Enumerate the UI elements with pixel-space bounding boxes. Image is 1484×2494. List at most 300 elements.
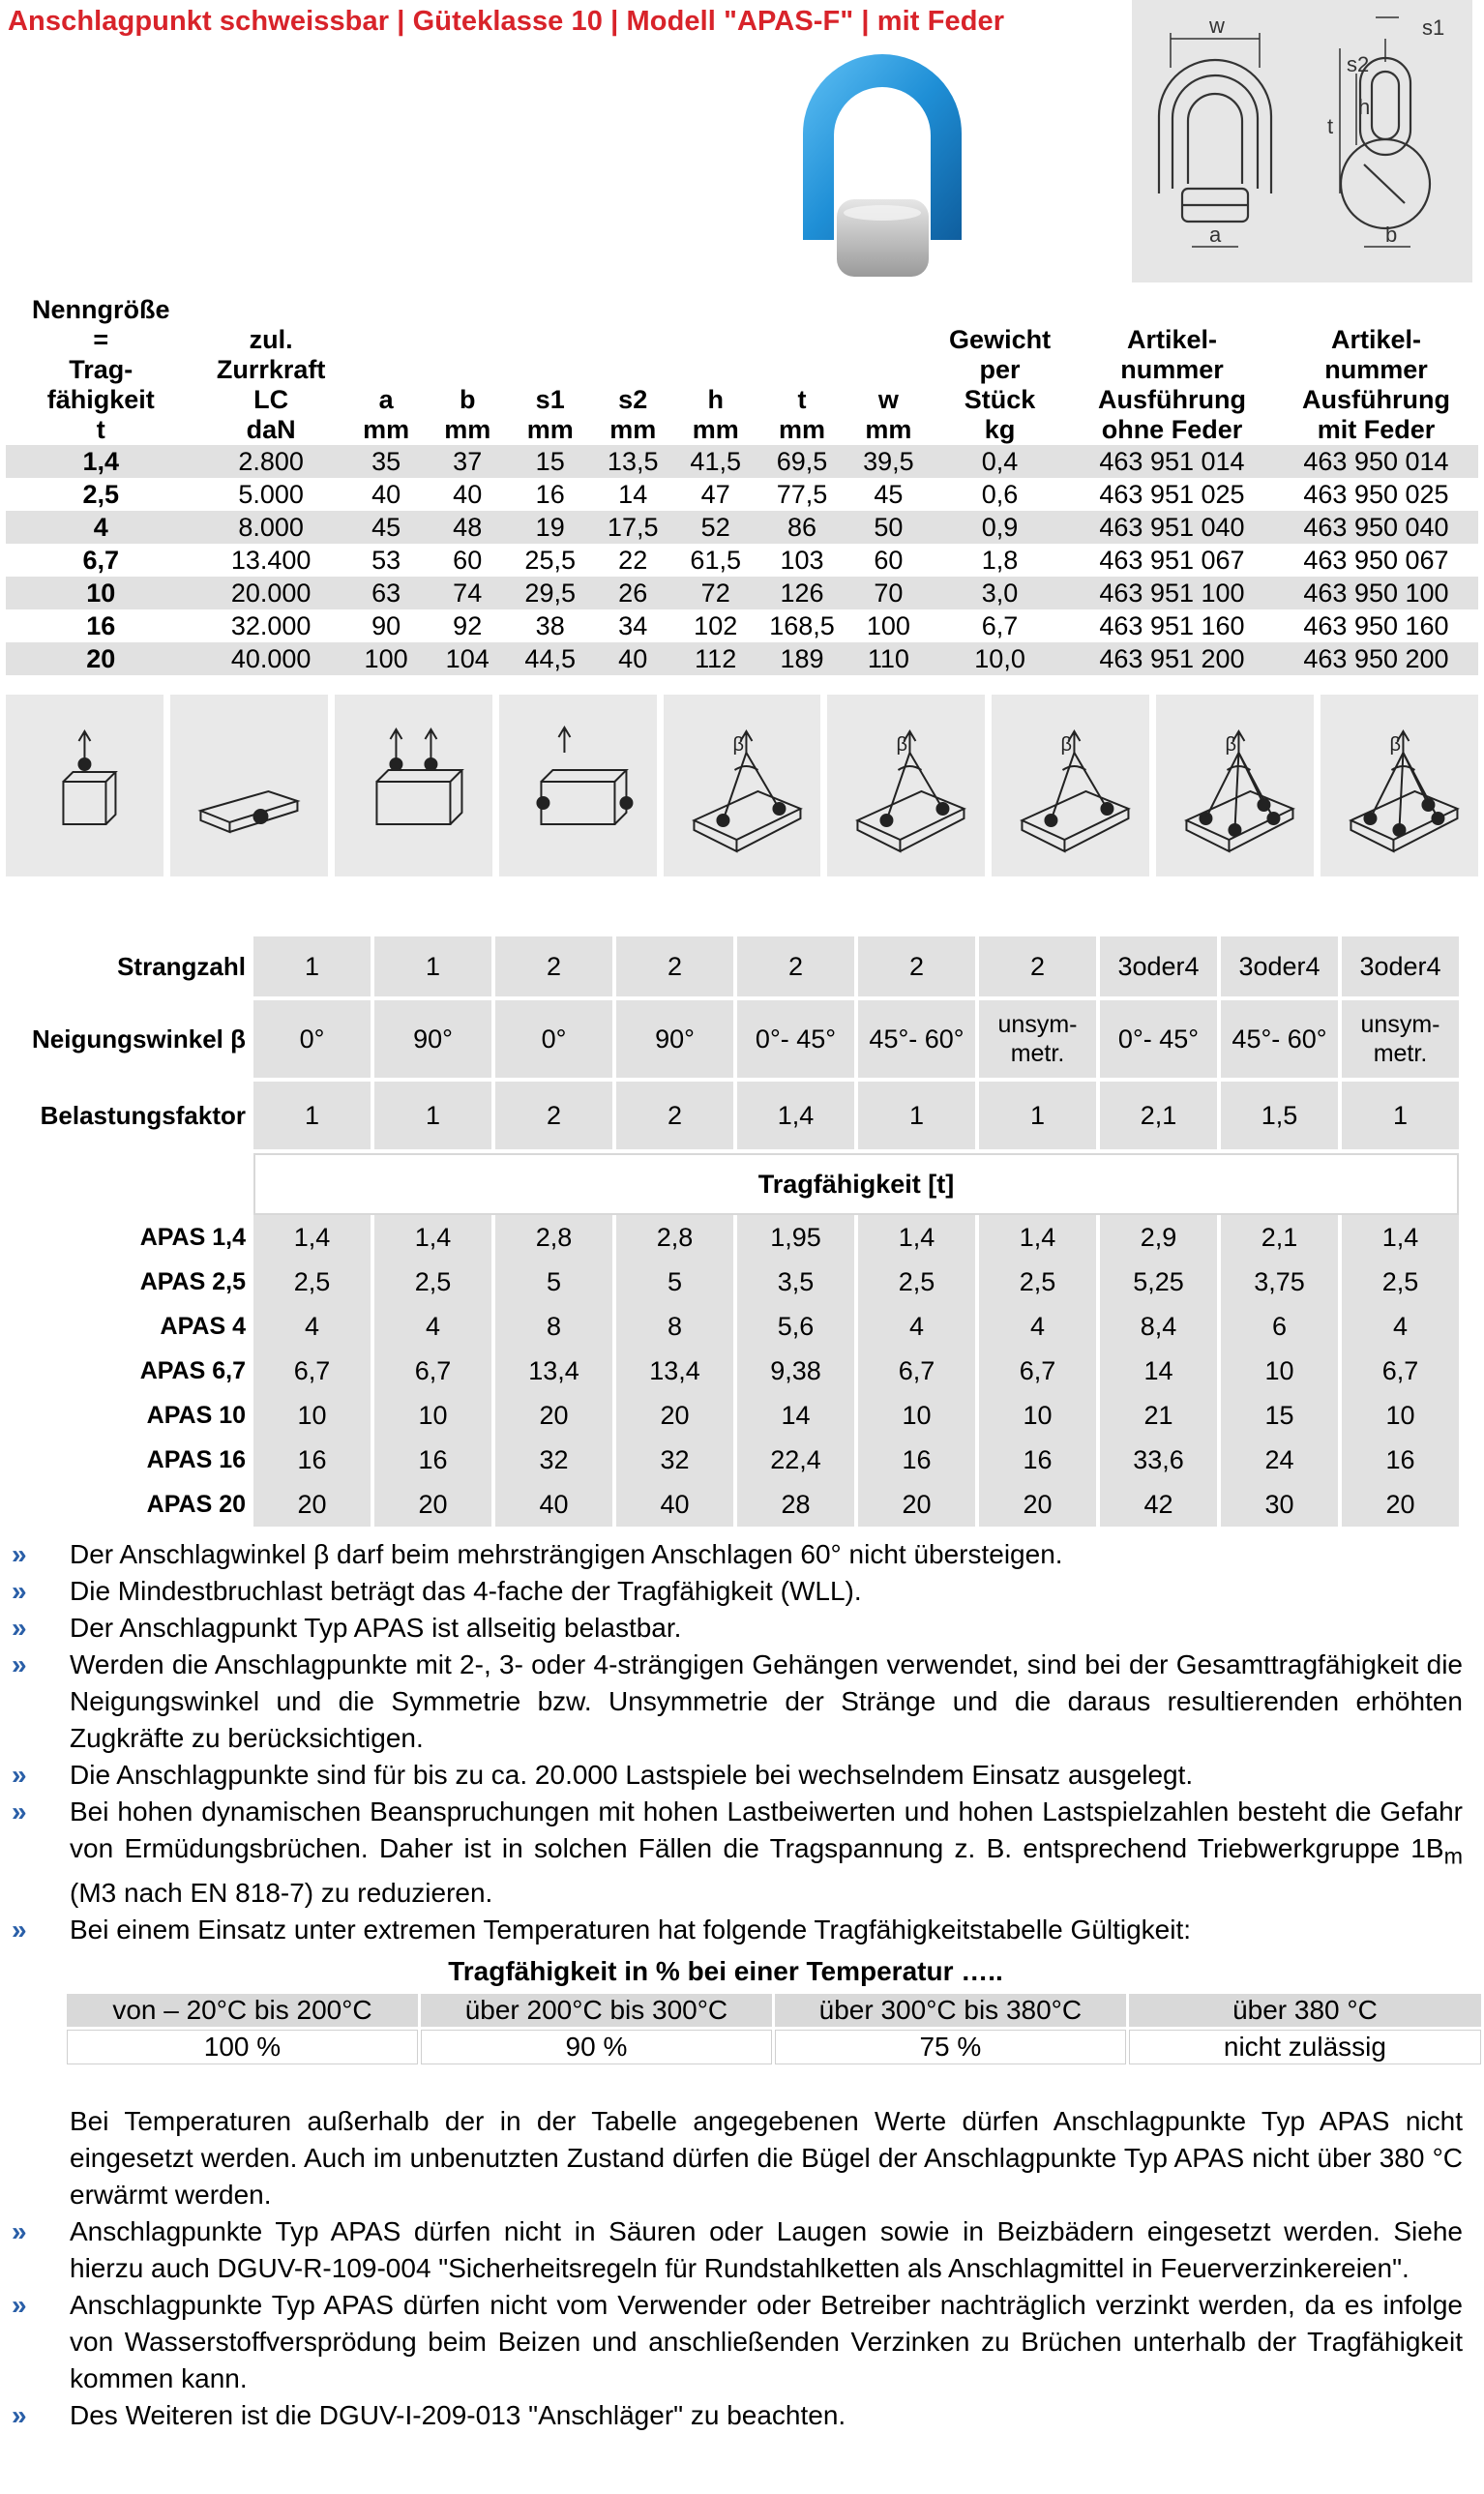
load-cell: 2 — [495, 936, 612, 996]
load-row — [10, 1349, 1459, 1393]
note-subscript: m — [1443, 1843, 1463, 1869]
load-cell: 10 — [979, 1393, 1096, 1438]
cell-line: metr. — [1010, 1040, 1065, 1067]
pictogram-cell — [6, 695, 163, 876]
load-cell: 8,4 — [1100, 1304, 1217, 1349]
spec-cell: 16 — [509, 478, 592, 511]
header-line: Zurrkraft — [216, 355, 326, 384]
header-line: daN — [246, 415, 296, 444]
pictogram-cell — [992, 695, 1149, 876]
load-cell: 10 — [253, 1393, 371, 1438]
load-cell: 9,38 — [737, 1349, 854, 1393]
temp-header-cell: über 200°C bis 300°C — [421, 1994, 772, 2027]
spec-cell: 463 951 160 — [1070, 609, 1274, 642]
row-label: APAS 20 — [10, 1482, 250, 1527]
load-cell: 2 — [495, 1082, 612, 1149]
spec-cell: 104 — [426, 642, 509, 675]
spec-cell: 4 — [6, 511, 196, 544]
spec-column-header — [426, 295, 509, 445]
dim-label-b: b — [1385, 223, 1398, 247]
load-cell: 8 — [495, 1304, 612, 1349]
row-label: APAS 4 — [10, 1304, 250, 1349]
load-cell: 1 — [1342, 1082, 1459, 1149]
spec-cell: 168,5 — [757, 609, 846, 642]
spec-row — [6, 577, 1478, 609]
load-cell: 2 — [858, 936, 975, 996]
spec-cell: 50 — [847, 511, 931, 544]
note-text: (M3 nach EN 818-7) zu reduzieren. — [70, 1877, 493, 1908]
load-row — [10, 936, 1459, 996]
spec-cell: 86 — [757, 511, 846, 544]
temperature-table — [64, 1991, 1484, 2067]
load-cell: 16 — [858, 1438, 975, 1482]
spec-cell: 1,8 — [930, 544, 1070, 577]
note-item — [12, 1536, 1463, 1573]
header-line: Stück — [964, 385, 1036, 414]
spec-cell: 126 — [757, 577, 846, 609]
spec-cell: 463 951 014 — [1070, 445, 1274, 478]
spec-cell: 463 951 025 — [1070, 478, 1274, 511]
header-line: Ausführung — [1097, 385, 1246, 414]
load-cell: 8 — [616, 1304, 733, 1349]
dim-label-t: t — [1327, 114, 1334, 138]
two-leg-angle-icon — [664, 695, 821, 876]
load-cell: 1,4 — [737, 1082, 854, 1149]
cell-line: unsym- — [997, 1011, 1078, 1038]
spec-row — [6, 544, 1478, 577]
spec-cell: 2.800 — [196, 445, 346, 478]
load-cell: 90° — [374, 1000, 491, 1078]
pictogram-cell — [335, 695, 492, 876]
load-cell: 1,5 — [1221, 1082, 1338, 1149]
load-cell: 0° — [253, 1000, 371, 1078]
load-cell: 1 — [374, 1082, 491, 1149]
header-line: nummer — [1120, 355, 1224, 384]
load-cell: 16 — [374, 1438, 491, 1482]
load-cell: 13,4 — [495, 1349, 612, 1393]
two-leg-angle-icon — [827, 695, 985, 876]
spec-cell: 72 — [674, 577, 757, 609]
row-label: Neigungswinkel β — [10, 1000, 250, 1078]
spec-cell: 463 951 040 — [1070, 511, 1274, 544]
spec-cell: 15 — [509, 445, 592, 478]
load-cell: 20 — [858, 1482, 975, 1527]
note-item — [12, 2287, 1463, 2397]
temp-header-cell: über 300°C bis 380°C — [775, 1994, 1126, 2027]
beta-label: β — [732, 734, 744, 756]
load-cell: 5,6 — [737, 1304, 854, 1349]
header-line: Gewicht — [949, 325, 1052, 354]
spec-cell: 463 950 100 — [1274, 577, 1478, 609]
dim-label-s1: s1 — [1422, 15, 1445, 40]
spec-cell: 110 — [847, 642, 931, 675]
spec-cell: 90 — [346, 609, 427, 642]
spec-cell: 5.000 — [196, 478, 346, 511]
header-line: mm — [779, 415, 826, 444]
temp-value-cell: 75 % — [775, 2030, 1126, 2064]
load-row — [10, 1438, 1459, 1482]
load-cell: 30 — [1221, 1482, 1338, 1527]
header-line: t — [96, 415, 105, 444]
pictogram-cell — [499, 695, 657, 876]
load-cell: 1,4 — [253, 1215, 371, 1260]
spec-row — [6, 445, 1478, 478]
spec-cell: 463 950 200 — [1274, 642, 1478, 675]
specification-table — [6, 295, 1478, 675]
spec-cell: 0,6 — [930, 478, 1070, 511]
spec-column-header — [1274, 295, 1478, 445]
spec-cell: 0,9 — [930, 511, 1070, 544]
load-cell: 2,5 — [374, 1260, 491, 1304]
spec-cell: 463 950 160 — [1274, 609, 1478, 642]
load-cell: 1 — [858, 1082, 975, 1149]
load-cell: 24 — [1221, 1438, 1338, 1482]
temp-value-cell: 90 % — [421, 2030, 772, 2064]
load-cell: 6,7 — [253, 1349, 371, 1393]
spec-cell: 44,5 — [509, 642, 592, 675]
load-cell: 14 — [1100, 1349, 1217, 1393]
spec-cell: 17,5 — [591, 511, 674, 544]
load-cell: 10 — [1221, 1349, 1338, 1393]
note-item — [12, 1573, 1463, 1610]
spec-cell: 6,7 — [6, 544, 196, 577]
spec-cell: 463 951 067 — [1070, 544, 1274, 577]
bullet-icon: » — [12, 1796, 27, 1826]
load-cell: 2,5 — [253, 1260, 371, 1304]
beta-label: β — [1060, 734, 1073, 756]
load-cell: 5 — [616, 1260, 733, 1304]
load-cell — [979, 1000, 1096, 1078]
spec-cell: 8.000 — [196, 511, 346, 544]
bullet-icon: » — [12, 2400, 27, 2430]
header-line: Trag- — [69, 355, 134, 384]
spec-cell: 112 — [674, 642, 757, 675]
dimension-drawing — [1132, 0, 1472, 282]
load-cell: 0° — [495, 1000, 612, 1078]
load-cell: 2,5 — [979, 1260, 1096, 1304]
load-cell: 2 — [737, 936, 854, 996]
load-cell: 20 — [253, 1482, 371, 1527]
spec-cell: 100 — [346, 642, 427, 675]
note-item — [12, 2213, 1463, 2287]
load-cell: 6,7 — [374, 1349, 491, 1393]
spec-cell: 20 — [6, 642, 196, 675]
page-title: Anschlagpunkt schweissbar | Güteklasse 10 | Modell "APAS-F" | mit Feder — [8, 6, 1005, 37]
header-line: s1 — [535, 385, 565, 414]
load-cell: 2,9 — [1100, 1215, 1217, 1260]
load-cell: 1,4 — [979, 1215, 1096, 1260]
header-line: fähigkeit — [46, 385, 155, 414]
spec-cell: 53 — [346, 544, 427, 577]
spec-cell: 14 — [591, 478, 674, 511]
spec-cell: 40 — [591, 642, 674, 675]
header-line: b — [459, 385, 476, 414]
load-cell: 16 — [1342, 1438, 1459, 1482]
load-cell: 4 — [374, 1304, 491, 1349]
dim-label-s2: s2 — [1347, 52, 1370, 76]
note-item — [12, 2397, 1463, 2434]
beta-label: β — [896, 734, 908, 756]
load-cell: 13,4 — [616, 1349, 733, 1393]
load-cell: 1,4 — [374, 1215, 491, 1260]
load-cell: 28 — [737, 1482, 854, 1527]
spec-row — [6, 642, 1478, 675]
load-row — [10, 1000, 1459, 1078]
note-text: Der Anschlagpunkt Typ APAS ist allseitig belastbar. — [70, 1613, 682, 1643]
spec-cell: 463 951 100 — [1070, 577, 1274, 609]
row-label: APAS 16 — [10, 1438, 250, 1482]
beta-label: β — [1225, 734, 1237, 756]
spec-cell: 39,5 — [847, 445, 931, 478]
spec-cell: 16 — [6, 609, 196, 642]
spec-cell: 40.000 — [196, 642, 346, 675]
spec-cell: 41,5 — [674, 445, 757, 478]
header-line: LC — [253, 385, 289, 414]
spec-column-header — [930, 295, 1070, 445]
bullet-icon: » — [12, 2290, 27, 2320]
row-label: Strangzahl — [10, 936, 250, 996]
load-cell: 6,7 — [858, 1349, 975, 1393]
two-leg-unsymmetric-icon — [992, 695, 1149, 876]
load-cell: 6,7 — [1342, 1349, 1459, 1393]
note-text: Anschlagpunkte Typ APAS dürfen nicht in Säuren oder Laugen sowie in Beizbädern eingesetzt werden. Siehe hierzu auch DGUV-R-109-004 "Sicherheitsregeln für Rundstahlketten als Anschlagmittel in Feuerverzinkereien". — [70, 2216, 1463, 2283]
header-line: Nenngröße — [32, 295, 170, 324]
load-cell: 15 — [1221, 1393, 1338, 1438]
header-line: mit Feder — [1317, 415, 1436, 444]
row-label: Belastungsfaktor — [10, 1082, 250, 1149]
spec-column-header — [757, 295, 846, 445]
spec-cell: 463 950 025 — [1274, 478, 1478, 511]
spec-row — [6, 609, 1478, 642]
spec-cell: 10,0 — [930, 642, 1070, 675]
header-line: w — [877, 385, 899, 414]
spec-cell: 26 — [591, 577, 674, 609]
spec-column-header — [196, 295, 346, 445]
row-label: APAS 10 — [10, 1393, 250, 1438]
note-text: Anschlagpunkte Typ APAS dürfen nicht vom Verwender oder Betreiber nachträglich verzinkt werden, da es infolge von Wasserstoffversprödung beim Beizen und anschließenden Verzinken zu Brüchen unterhalb der Tragfähigkeit kommen kann. — [70, 2290, 1463, 2393]
note-text: Des Weiteren ist die DGUV-I-209-013 "Anschläger" zu beachten. — [70, 2400, 846, 2430]
bullet-icon: » — [12, 1914, 27, 1945]
load-cell: 4 — [979, 1304, 1096, 1349]
load-cell: 2 — [616, 936, 733, 996]
load-cell: 5 — [495, 1260, 612, 1304]
load-cell: 4 — [1342, 1304, 1459, 1349]
note-item — [12, 1912, 1463, 1948]
load-cell: 21 — [1100, 1393, 1217, 1438]
header-line: mm — [444, 415, 491, 444]
load-cell: 2 — [616, 1082, 733, 1149]
spec-cell: 40 — [346, 478, 427, 511]
notes-group-2 — [12, 2103, 1463, 2434]
dim-label-h: h — [1358, 95, 1371, 119]
spec-cell: 19 — [509, 511, 592, 544]
note-text: Bei einem Einsatz unter extremen Temperaturen hat folgende Tragfähigkeitstabelle Gültigkeit: — [70, 1914, 1192, 1945]
single-side-lift-icon — [170, 695, 328, 876]
load-row — [10, 1082, 1459, 1149]
spec-cell: 29,5 — [509, 577, 592, 609]
load-cell: 3oder4 — [1342, 936, 1459, 996]
header-line: kg — [984, 415, 1016, 444]
load-cell: 0°- 45° — [1100, 1000, 1217, 1078]
note-text: Bei Temperaturen außerhalb der in der Tabelle angegebenen Werte dürfen Anschlagpunkte Typ APAS nicht eingesetzt werden. Auch im unbenutzten Zustand dürfen die Bügel der Anschlagpunkte Typ APAS nicht über 380 °C erwärmt werden. — [70, 2106, 1463, 2210]
header-line: mm — [526, 415, 574, 444]
row-label: APAS 6,7 — [10, 1349, 250, 1393]
spec-cell: 40 — [426, 478, 509, 511]
header-line: mm — [609, 415, 657, 444]
spec-cell: 103 — [757, 544, 846, 577]
load-cell: 1,4 — [858, 1215, 975, 1260]
bullet-icon: » — [12, 1649, 27, 1679]
load-cell: 32 — [616, 1438, 733, 1482]
load-cell: 33,6 — [1100, 1438, 1217, 1482]
spec-cell: 52 — [674, 511, 757, 544]
load-cell: 5,25 — [1100, 1260, 1217, 1304]
load-cell: 90° — [616, 1000, 733, 1078]
header-line: h — [707, 385, 724, 414]
four-leg-angle-icon — [1156, 695, 1314, 876]
header-line: Artikel- — [1126, 325, 1217, 354]
spec-column-header — [847, 295, 931, 445]
header-line: = — [93, 325, 109, 354]
load-cell: 2 — [979, 936, 1096, 996]
spec-cell: 20.000 — [196, 577, 346, 609]
notes-group-1 — [12, 1536, 1463, 1948]
note-text: Der Anschlagwinkel β darf beim mehrsträngigen Anschlagen 60° nicht übersteigen. — [70, 1539, 1063, 1569]
spec-cell: 92 — [426, 609, 509, 642]
beta-label: β — [1389, 734, 1402, 756]
spec-cell: 34 — [591, 609, 674, 642]
cell-line: unsym- — [1360, 1011, 1440, 1038]
spec-row — [6, 478, 1478, 511]
load-cell: 10 — [1342, 1393, 1459, 1438]
note-item — [12, 2103, 1463, 2213]
temp-value-cell: 100 % — [67, 2030, 418, 2064]
bullet-icon: » — [12, 1539, 27, 1569]
bullet-icon: » — [12, 1576, 27, 1606]
pictogram-cell — [827, 695, 985, 876]
load-cell: 40 — [616, 1482, 733, 1527]
load-cell: 20 — [374, 1482, 491, 1527]
load-cell: 16 — [979, 1438, 1096, 1482]
load-cell — [1342, 1000, 1459, 1078]
spec-cell: 60 — [426, 544, 509, 577]
spec-column-header — [591, 295, 674, 445]
spec-cell: 35 — [346, 445, 427, 478]
temp-value-cell: nicht zulässig — [1129, 2030, 1481, 2064]
header-line: ohne Feder — [1101, 415, 1243, 444]
load-cell: 0°- 45° — [737, 1000, 854, 1078]
load-cell: 4 — [253, 1304, 371, 1349]
spec-cell: 13,5 — [591, 445, 674, 478]
bullet-icon: » — [12, 2216, 27, 2246]
spec-column-header — [1070, 295, 1274, 445]
header-line: Artikel- — [1330, 325, 1421, 354]
load-cell: 20 — [979, 1482, 1096, 1527]
four-leg-angle-icon — [1321, 695, 1478, 876]
spec-cell: 70 — [847, 577, 931, 609]
load-cell: 42 — [1100, 1482, 1217, 1527]
spec-cell: 45 — [847, 478, 931, 511]
temperature-table-title: Tragfähigkeit in % bei einer Temperatur ….. — [448, 1956, 1003, 1986]
load-cell: 3oder4 — [1100, 936, 1217, 996]
spec-cell: 0,4 — [930, 445, 1070, 478]
load-cell: 22,4 — [737, 1438, 854, 1482]
load-cell: 3,5 — [737, 1260, 854, 1304]
pictogram-cell — [1321, 695, 1478, 876]
load-cell: 2,8 — [616, 1215, 733, 1260]
dim-label-w: w — [1209, 14, 1225, 38]
header-line: s2 — [618, 385, 648, 414]
load-row — [10, 1304, 1459, 1349]
load-cell: 1 — [253, 936, 371, 996]
load-cell: 1,4 — [1342, 1215, 1459, 1260]
note-item — [12, 1647, 1463, 1757]
row-label — [10, 1153, 250, 1215]
note-text: Bei hohen dynamischen Beanspruchungen mit hohen Lastbeiwerten und hohen Lastspielzahlen besteht die Gefahr von Ermüdungsbrüchen. Daher ist in solchen Fällen die Tragspannung z. B. entsprechend Triebwerkgruppe 1B — [70, 1796, 1463, 1863]
header-line: nummer — [1324, 355, 1428, 384]
pictogram-cell — [170, 695, 328, 876]
header-line: zul. — [249, 325, 293, 354]
load-cell: 1,95 — [737, 1215, 854, 1260]
note-text: Werden die Anschlagpunkte mit 2-, 3- oder 4-strängigen Gehängen verwendet, sind bei der Gesamttragfähigkeit die Neigungswinkel und die Symmetrie bzw. Unsymmetrie der Stränge und die daraus resultierenden erhöhten Zugkräfte zu berücksichtigen. — [70, 1649, 1463, 1753]
header-line: mm — [692, 415, 739, 444]
load-cell: 1 — [374, 936, 491, 996]
temp-header-cell: von – 20°C bis 200°C — [67, 1994, 418, 2027]
two-leg-side-icon — [499, 695, 657, 876]
note-text: Die Anschlagpunkte sind für bis zu ca. 20.000 Lastspiele bei wechselndem Einsatz ausgelegt. — [70, 1760, 1194, 1790]
load-cell: 6,7 — [979, 1349, 1096, 1393]
load-cell: 16 — [253, 1438, 371, 1482]
spec-cell: 10 — [6, 577, 196, 609]
spec-cell: 45 — [346, 511, 427, 544]
load-cell: 45°- 60° — [1221, 1000, 1338, 1078]
two-leg-vertical-icon — [335, 695, 492, 876]
load-cell: 2,1 — [1221, 1215, 1338, 1260]
row-label: APAS 2,5 — [10, 1260, 250, 1304]
temp-header-cell: über 380 °C — [1129, 1994, 1481, 2027]
load-row — [10, 1260, 1459, 1304]
spec-cell: 463 950 014 — [1274, 445, 1478, 478]
load-cell: 3,75 — [1221, 1260, 1338, 1304]
load-cell: 1 — [253, 1082, 371, 1149]
load-cell: 40 — [495, 1482, 612, 1527]
load-cell: 20 — [1342, 1482, 1459, 1527]
spec-column-header — [674, 295, 757, 445]
header-line: per — [979, 355, 1021, 384]
pictogram-cell — [1156, 695, 1314, 876]
load-cell: 2,8 — [495, 1215, 612, 1260]
load-cell: 6 — [1221, 1304, 1338, 1349]
load-row — [10, 1215, 1459, 1260]
note-item — [12, 1794, 1463, 1912]
spec-cell: 102 — [674, 609, 757, 642]
spec-column-header — [6, 295, 196, 445]
spec-cell: 3,0 — [930, 577, 1070, 609]
spec-cell: 22 — [591, 544, 674, 577]
bullet-icon: » — [12, 1613, 27, 1643]
load-row — [10, 1482, 1459, 1527]
spec-cell: 47 — [674, 478, 757, 511]
note-item — [12, 1757, 1463, 1794]
spec-cell: 1,4 — [6, 445, 196, 478]
cell-line: metr. — [1373, 1040, 1428, 1067]
spec-cell: 77,5 — [757, 478, 846, 511]
spec-cell: 100 — [847, 609, 931, 642]
spec-cell: 38 — [509, 609, 592, 642]
spec-cell: 60 — [847, 544, 931, 577]
product-image — [784, 46, 982, 279]
spec-cell: 61,5 — [674, 544, 757, 577]
